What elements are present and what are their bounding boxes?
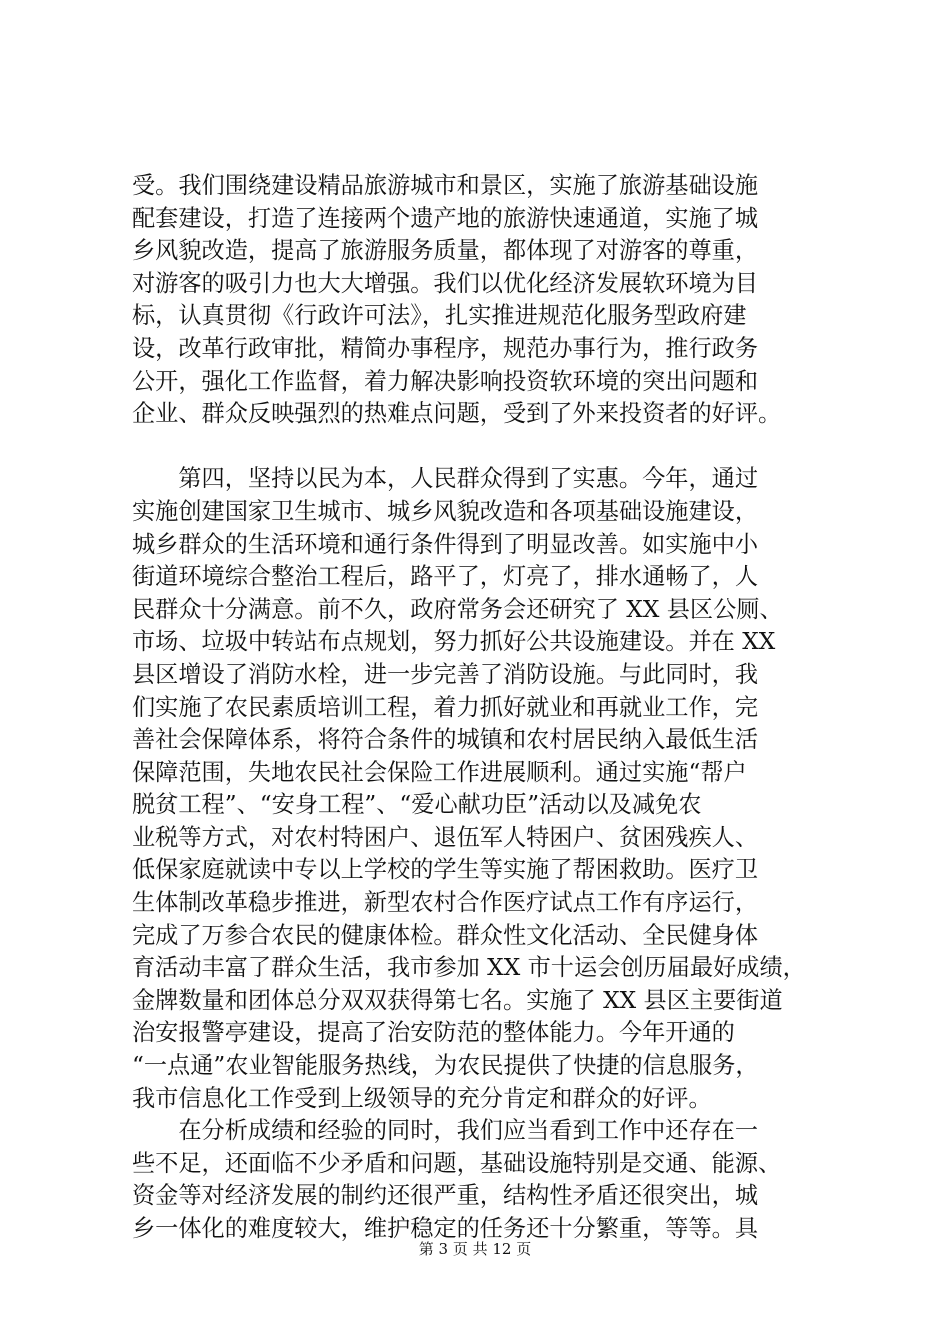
text-line: 设，改革行政审批，精简办事程序，规范办事行为，推行政务 — [132, 334, 759, 362]
text-line: 保障范围，失地农民社会保险工作进展顺利。通过实施“帮户 — [132, 758, 747, 786]
page-footer: 第 3 页 共 12 页 — [418, 1240, 532, 1258]
text-line: 些不足，还面临不少矛盾和问题，基础设施特别是交通、能源、 — [132, 1149, 782, 1177]
text-line: “一点通”农业智能服务热线，为农民提供了快捷的信息服务， — [132, 1052, 759, 1080]
text-line: 城乡群众的生活环境和通行条件得到了明显改善。如实施中小 — [132, 530, 759, 558]
text-line: 受。我们围绕建设精品旅游城市和景区，实施了旅游基础设施 — [132, 172, 759, 199]
paragraph — [132, 1115, 842, 1245]
text-line: 县区增设了消防水栓，进一步完善了消防设施。与此同时，我 — [132, 660, 759, 688]
text-line: 乡一体化的难度较大，维护稳定的任务还十分繁重，等等。具 — [132, 1215, 759, 1242]
text-line: 企业、群众反映强烈的热难点问题，受到了外来投资者的好评。 — [132, 400, 782, 428]
text-line: 善社会保障体系，将符合条件的城镇和农村居民纳入最低生活 — [132, 726, 759, 754]
text-line: 资金等对经济发展的制约还很严重，结构性矛盾还很突出，城 — [132, 1182, 759, 1210]
text-line: 市场、垃圾中转站布点规划，努力抓好公共设施建设。并在 XX — [132, 628, 776, 656]
text-line: 公开，强化工作监督，着力解决影响投资软环境的突出问题和 — [132, 367, 759, 395]
text-line: 配套建设，打造了连接两个遗产地的旅游快速通道，实施了城 — [132, 204, 759, 232]
text-line: 标，认真贯彻《行政许可法》，扎实推进规范化服务型政府建 — [132, 302, 747, 330]
text-line: 实施创建国家卫生城市、城乡风貌改造和各项基础设施建设， — [132, 497, 759, 525]
text-line: 业税等方式，对农村特困户、退伍军人特困户、贫困残疾人、 — [132, 823, 759, 851]
text-line: 第四，坚持以民为本，人民群众得到了实惠。今年，通过 — [132, 465, 759, 493]
text-line: 完成了万参合农民的健康体检。群众性文化活动、全民健身体 — [132, 921, 759, 949]
paragraph — [132, 463, 842, 1115]
text-line: 生体制改革稳步推进，新型农村合作医疗试点工作有序运行， — [132, 889, 759, 917]
body-text — [132, 170, 842, 1246]
text-line: 们实施了农民素质培训工程，着力抓好就业和再就业工作，完 — [132, 693, 759, 721]
text-line: 低保家庭就读中专以上学校的学生等实施了帮困救助。医疗卫 — [132, 856, 759, 884]
text-line: 育活动丰富了群众生活，我市参加 XX 市十运会创历届最好成绩， — [132, 954, 806, 982]
text-line: 乡风貌改造，提高了旅游服务质量，都体现了对游客的尊重， — [132, 237, 759, 265]
text-line: 治安报警亭建设，提高了治安防范的整体能力。今年开通的 — [132, 1019, 735, 1047]
text-line: 对游客的吸引力也大大增强。我们以优化经济发展软环境为目 — [132, 269, 759, 297]
text-line: 脱贫工程”、“安身工程”、“爱心献功臣”活动以及减免农 — [132, 791, 702, 819]
text-line: 街道环境综合整治工程后，路平了，灯亮了，排水通畅了，人 — [132, 563, 759, 591]
text-line: 金牌数量和团体总分双双获得第七名。实施了 XX 县区主要街道 — [132, 986, 783, 1014]
text-line: 在分析成绩和经验的同时，我们应当看到工作中还存在一 — [132, 1117, 759, 1145]
text-line: 我市信息化工作受到上级领导的充分肯定和群众的好评。 — [132, 1084, 712, 1112]
paragraph-gap — [132, 431, 842, 464]
paragraph — [132, 170, 842, 431]
text-line: 民群众十分满意。前不久，政府常务会还研究了 XX 县区公厕、 — [132, 595, 783, 623]
